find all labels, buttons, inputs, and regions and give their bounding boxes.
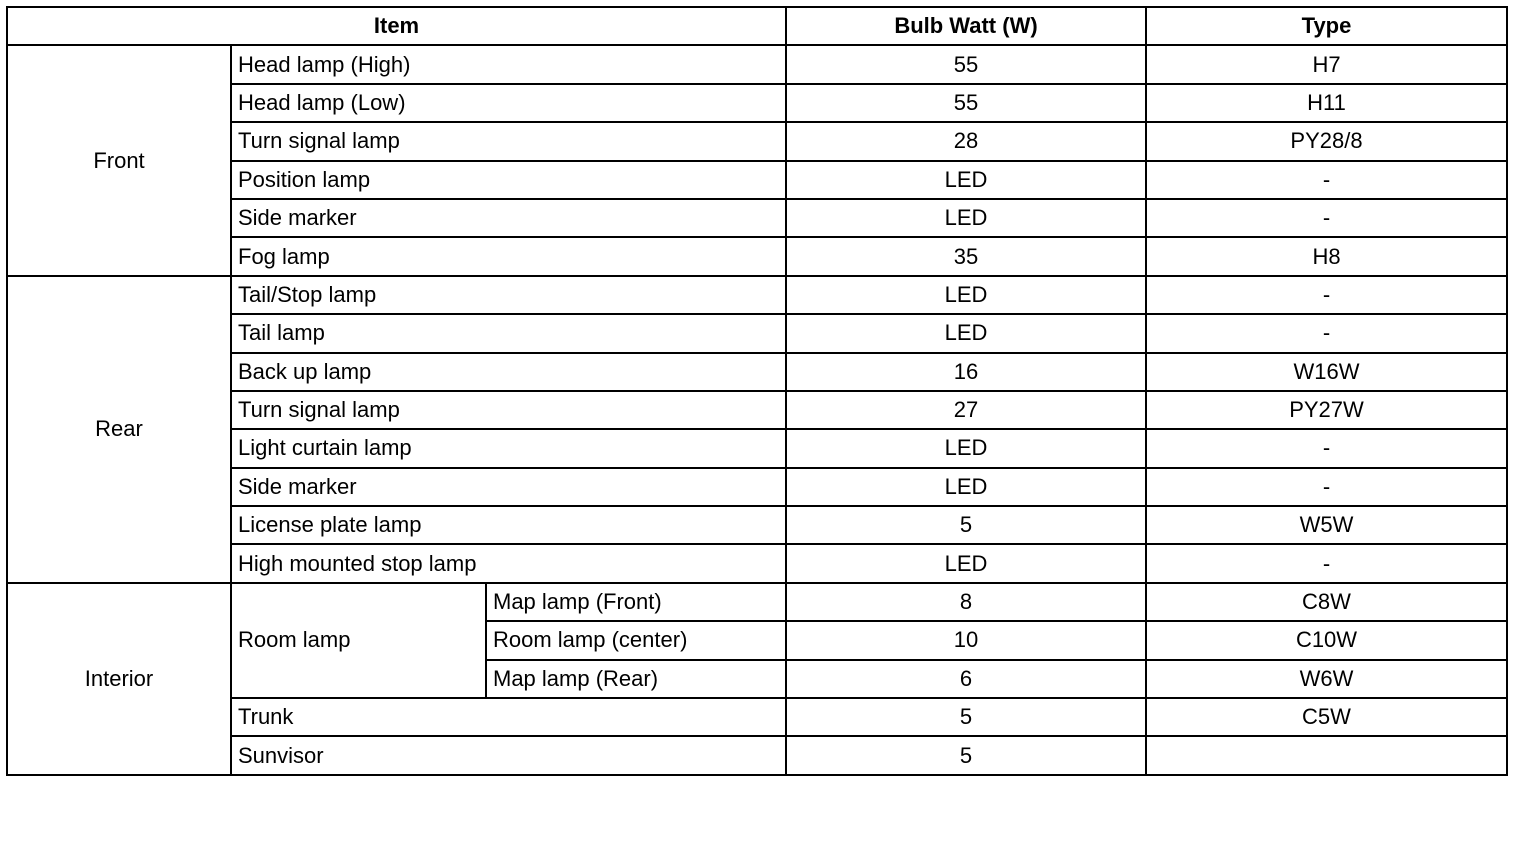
item-name: Tail lamp	[231, 314, 786, 352]
table-row	[7, 583, 1507, 621]
item-watt: 8	[786, 583, 1146, 621]
table-row	[7, 161, 1507, 199]
item-type: H7	[1146, 45, 1507, 83]
header-bulb-watt: Bulb Watt (W)	[786, 7, 1146, 45]
item-name: Trunk	[231, 698, 786, 736]
item-type: W16W	[1146, 353, 1507, 391]
item-watt: 35	[786, 237, 1146, 275]
item-name: Fog lamp	[231, 237, 786, 275]
room-lamp-label: Room lamp	[231, 583, 486, 698]
table-row	[7, 122, 1507, 160]
item-type: C10W	[1146, 621, 1507, 659]
item-name: Head lamp (High)	[231, 45, 786, 83]
item-type: -	[1146, 199, 1507, 237]
item-type: -	[1146, 276, 1507, 314]
item-name: High mounted stop lamp	[231, 544, 786, 582]
item-watt: 5	[786, 506, 1146, 544]
item-watt: LED	[786, 468, 1146, 506]
item-watt: LED	[786, 314, 1146, 352]
item-name: Tail/Stop lamp	[231, 276, 786, 314]
item-type: C8W	[1146, 583, 1507, 621]
table-row	[7, 353, 1507, 391]
item-name: Turn signal lamp	[231, 391, 786, 429]
item-name: License plate lamp	[231, 506, 786, 544]
item-type: -	[1146, 314, 1507, 352]
table-row	[7, 429, 1507, 467]
item-type: -	[1146, 429, 1507, 467]
bulb-spec-table	[6, 6, 1508, 776]
item-watt: 5	[786, 698, 1146, 736]
item-name: Position lamp	[231, 161, 786, 199]
table-row	[7, 276, 1507, 314]
item-name: Sunvisor	[231, 736, 786, 774]
table-row	[7, 237, 1507, 275]
group-front: Front	[7, 45, 231, 275]
table-row	[7, 391, 1507, 429]
item-type: C5W	[1146, 698, 1507, 736]
item-type: -	[1146, 161, 1507, 199]
item-name: Light curtain lamp	[231, 429, 786, 467]
table-row	[7, 698, 1507, 736]
header-row	[7, 7, 1507, 45]
header-item: Item	[7, 7, 786, 45]
table-row	[7, 544, 1507, 582]
item-watt: 5	[786, 736, 1146, 774]
item-watt: 16	[786, 353, 1146, 391]
item-watt: LED	[786, 276, 1146, 314]
item-type: H8	[1146, 237, 1507, 275]
item-name: Side marker	[231, 468, 786, 506]
item-watt: LED	[786, 161, 1146, 199]
item-name: Room lamp (center)	[486, 621, 786, 659]
item-name: Back up lamp	[231, 353, 786, 391]
item-watt: 55	[786, 45, 1146, 83]
item-watt: LED	[786, 544, 1146, 582]
item-type: W6W	[1146, 660, 1507, 698]
group-rear: Rear	[7, 276, 231, 583]
table-row	[7, 199, 1507, 237]
table-row	[7, 314, 1507, 352]
item-name: Side marker	[231, 199, 786, 237]
item-watt: 6	[786, 660, 1146, 698]
item-watt: 10	[786, 621, 1146, 659]
header-type: Type	[1146, 7, 1507, 45]
item-type: W5W	[1146, 506, 1507, 544]
item-watt: 28	[786, 122, 1146, 160]
item-watt: 27	[786, 391, 1146, 429]
item-watt: LED	[786, 429, 1146, 467]
table-row	[7, 736, 1507, 774]
item-watt: LED	[786, 199, 1146, 237]
item-type: -	[1146, 544, 1507, 582]
table-row	[7, 506, 1507, 544]
item-name: Map lamp (Rear)	[486, 660, 786, 698]
table-row	[7, 468, 1507, 506]
item-name: Map lamp (Front)	[486, 583, 786, 621]
table-row	[7, 45, 1507, 83]
item-watt: 55	[786, 84, 1146, 122]
group-interior: Interior	[7, 583, 231, 775]
table-row	[7, 84, 1507, 122]
item-name: Turn signal lamp	[231, 122, 786, 160]
item-name: Head lamp (Low)	[231, 84, 786, 122]
item-type: PY28/8	[1146, 122, 1507, 160]
item-type	[1146, 736, 1507, 774]
item-type: -	[1146, 468, 1507, 506]
item-type: PY27W	[1146, 391, 1507, 429]
item-type: H11	[1146, 84, 1507, 122]
